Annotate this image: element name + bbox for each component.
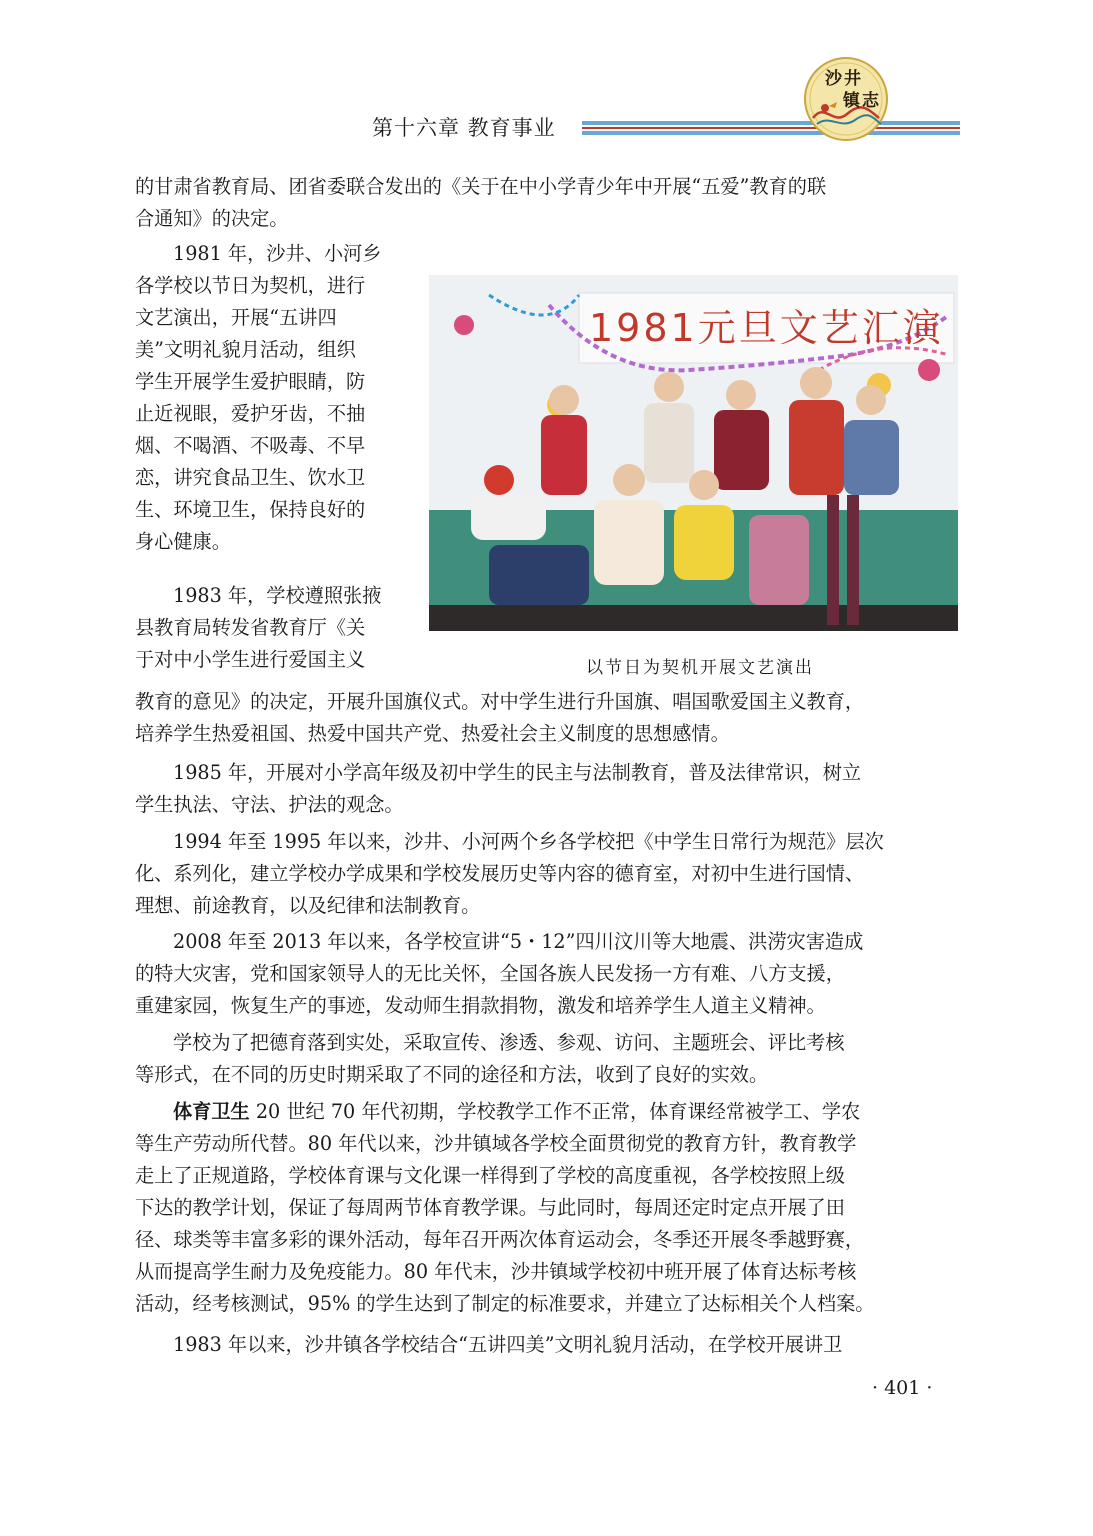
paragraph-4: [135, 826, 961, 922]
paragraph-7: [135, 1096, 961, 1320]
paragraph-5: [135, 926, 961, 1022]
text-line: 于对中小学生进行爱国主义: [135, 648, 366, 671]
photo-banner-text: 1981元旦文艺汇演: [589, 306, 944, 350]
seal-text-1: 沙井: [825, 69, 863, 89]
text-line: 学生执法、守法、护法的观念。: [135, 793, 404, 816]
header-rule-blue-2: [582, 131, 960, 135]
text-line: 县教育局转发省教育厅《关: [135, 616, 366, 639]
text-line: 合通知》的决定。: [135, 207, 289, 230]
text-line: 1983 年，学校遵照张掖: [173, 584, 382, 607]
text-line: 1981 年，沙井、小河乡: [173, 242, 382, 265]
paragraph-8: [135, 1329, 961, 1361]
header-rule-red: [582, 127, 960, 129]
text-line: 理想、前途教育，以及纪律和法制教育。: [135, 894, 481, 917]
paragraph-0: [135, 171, 961, 235]
text-line: 等生产劳动所代替。80 年代以来，沙井镇域各学校全面贯彻党的教育方针，教育教学: [135, 1132, 857, 1155]
page-header: [0, 0, 1093, 160]
text-line: 1994 年至 1995 年以来，沙井、小河两个乡各学校把《中学生日常行为规范》层次: [173, 830, 884, 853]
text-line: 走上了正规道路，学校体育课与文化课一样得到了学校的高度重视，各学校按照上级: [135, 1164, 845, 1187]
header-rule-blue: [582, 121, 960, 125]
text-line: 20 世纪 70 年代初期，学校教学工作不正常，体育课经常被学工、学农: [249, 1100, 861, 1123]
paragraph-2-continued: [135, 686, 961, 750]
text-line: 学生开展学生爱护眼睛，防: [135, 370, 366, 393]
paragraph-1: [135, 238, 410, 558]
text-line: 下达的教学计划，保证了每周两节体育教学课。与此同时，每周还定时定点开展了田: [135, 1196, 845, 1219]
text-line: 止近视眼，爱护牙齿，不抽: [135, 402, 366, 425]
paragraph-2: [135, 580, 410, 676]
text-line: 活动，经考核测试，95% 的学生达到了制定的标准要求，并建立了达标相关个人档案。: [135, 1292, 875, 1315]
text-line: 学校为了把德育落到实处，采取宣传、渗透、参观、访问、主题班会、评比考核: [173, 1031, 845, 1054]
text-line: 重建家园，恢复生产的事迹，发动师生捐款捐物，激发和培养学生人道主义精神。: [135, 994, 826, 1017]
text-line: 2008 年至 2013 年以来，各学校宣讲“5・12”四川汶川等大地震、洪涝灾害造成: [173, 930, 864, 953]
performance-photo: [429, 275, 958, 631]
text-line: 文艺演出，开展“五讲四: [135, 306, 337, 329]
text-line: 美”文明礼貌月活动，组织: [135, 338, 356, 361]
text-line: 各学校以节日为契机，进行: [135, 274, 366, 297]
text-line: 烟、不喝酒、不吸毒、不早: [135, 434, 366, 457]
text-line: 的特大灾害，党和国家领导人的无比关怀，全国各族人民发扬一方有难、八方支援，: [135, 962, 845, 985]
town-chronicle-seal: [803, 56, 889, 142]
text-line: 1983 年以来，沙井镇各学校结合“五讲四美”文明礼貌月活动，在学校开展讲卫: [173, 1333, 843, 1356]
text-line: 的甘肃省教育局、团省委联合发出的《关于在中小学青少年中开展“五爱”教育的联: [135, 175, 827, 198]
text-line: 身心健康。: [135, 530, 231, 553]
text-line: 从而提高学生耐力及免疫能力。80 年代末，沙井镇域学校初中班开展了体育达标考核: [135, 1260, 857, 1283]
photo-caption: 以节日为契机开展文艺演出: [586, 658, 814, 678]
text-line: 培养学生热爱祖国、热爱中国共产党、热爱社会主义制度的思想感情。: [135, 722, 730, 745]
text-line: 径、球类等丰富多彩的课外活动，每年召开两次体育运动会，冬季还开展冬季越野赛，: [135, 1228, 865, 1251]
text-line: 等形式，在不同的历史时期采取了不同的途径和方法，收到了良好的实效。: [135, 1063, 769, 1086]
text-line: 化、系列化，建立学校办学成果和学校发展历史等内容的德育室，对初中生进行国情、: [135, 862, 865, 885]
text-line: 教育的意见》的决定，开展升国旗仪式。对中学生进行升国旗、唱国歌爱国主义教育，: [135, 690, 865, 713]
chapter-title: 第十六章 教育事业: [372, 116, 556, 140]
seal-text-2: 镇志: [843, 91, 881, 111]
text-line: 1985 年，开展对小学高年级及初中学生的民主与法制教育，普及法律常识，树立: [173, 761, 862, 784]
text-line: 恋，讲究食品卫生、饮水卫: [135, 466, 366, 489]
section-heading: 体育卫生: [173, 1100, 250, 1123]
text-line: 生、环境卫生，保持良好的: [135, 498, 366, 521]
paragraph-3: [135, 757, 961, 821]
paragraph-6: [135, 1027, 961, 1091]
page-number: · 401 ·: [872, 1377, 933, 1399]
